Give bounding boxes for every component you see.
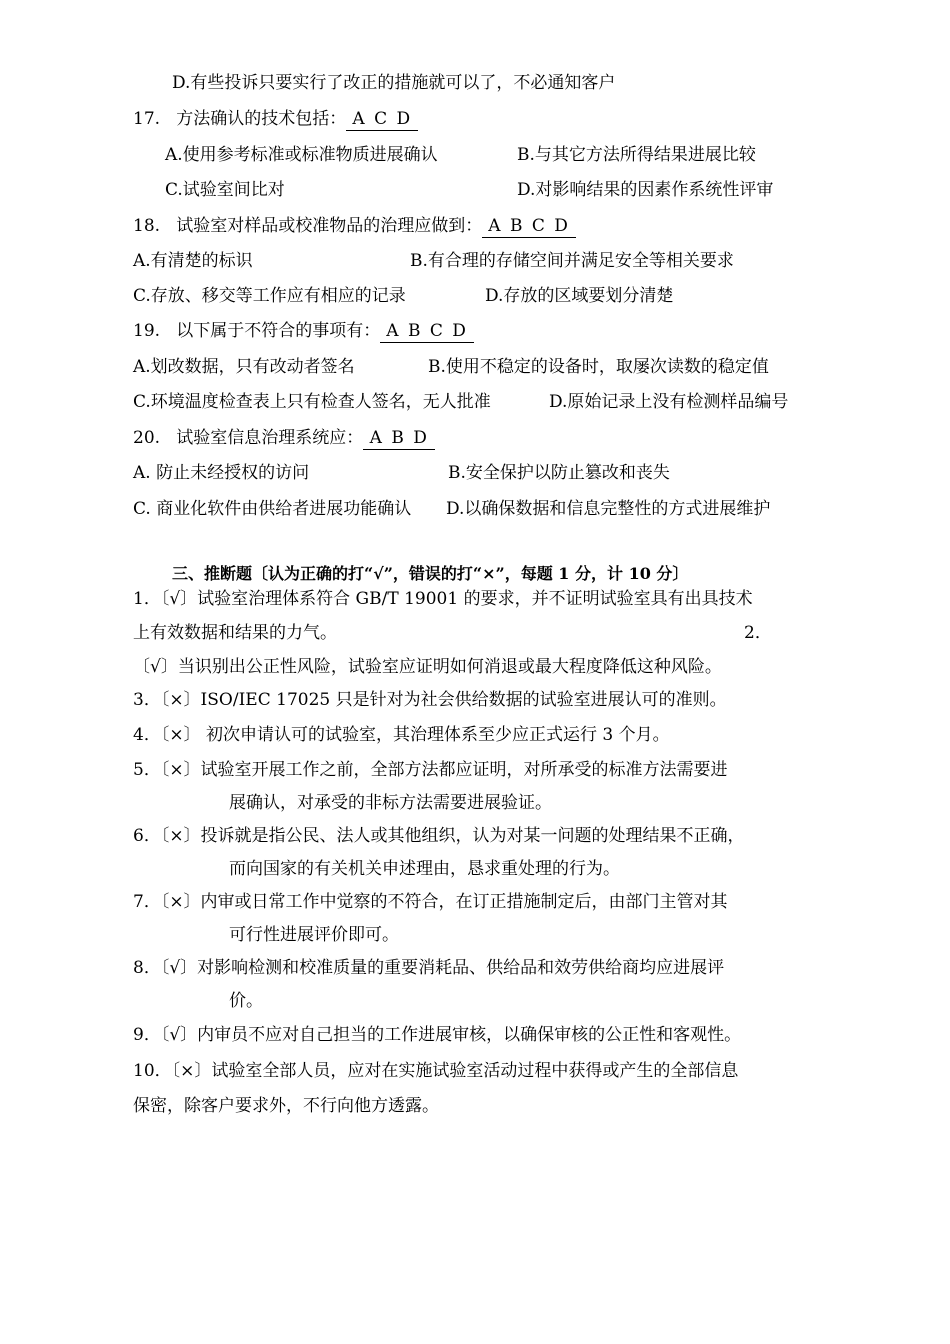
answer-blank: A B C D — [482, 215, 576, 238]
q18-option-b: B.有合理的存储空间并满足安全等相关要求 — [410, 251, 734, 271]
tf-item-9: 9．〔√〕内审员不应对自己担当的工作进展审核，以确保审核的公正性和客观性。 — [133, 1025, 742, 1045]
question-19 — [133, 320, 474, 343]
q17-option-d: D.对影响结果的因素作系统性评审 — [517, 180, 774, 200]
tf-item-6: 6．〔×〕投诉就是指公民、法人或其他组织，认为对某一问题的处理结果不正确， — [133, 826, 745, 846]
question-number: 17. — [133, 109, 161, 129]
q19-option-a: A.划改数据，只有改动者签名 — [133, 357, 355, 377]
tf-item-4: 4．〔×〕 初次申请认可的试验室，其治理体系至少应正式运行 3 个月。 — [133, 725, 670, 745]
tf-item-5-cont: 展确认，对承受的非标方法需要进展验证。 — [229, 793, 552, 813]
q18-option-c: C.存放、移交等工作应有相应的记录 — [133, 286, 406, 306]
answer-blank: A C D — [346, 108, 418, 131]
q19-option-c: C.环境温度检查表上只有检查人签名，无人批准 — [133, 392, 491, 412]
q18-option-a: A.有清楚的标识 — [133, 251, 253, 271]
question-stem: 试验室信息治理系统应： — [176, 428, 364, 448]
tf-item-1-cont: 上有效数据和结果的力气。 — [133, 623, 337, 643]
question-stem: 试验室对样品或校准物品的治理应做到： — [176, 216, 483, 236]
q17-option-a: A.使用参考标准或标准物质进展确认 — [165, 145, 438, 165]
tf-item-1: 1．〔√〕试验室治理体系符合 GB/T 19001 的要求，并不证明试验室具有出具技术 — [133, 589, 753, 609]
tf-item-10-cont: 保密，除客户要求外，不行向他方透露。 — [133, 1096, 439, 1116]
question-17 — [133, 108, 418, 131]
q16-option-d: D.有些投诉只要实行了改正的措施就可以了，不必通知客户 — [172, 73, 616, 93]
question-stem: 以下属于不符合的事项有： — [176, 321, 381, 341]
question-number: 20. — [133, 428, 161, 448]
q20-option-b: B.安全保护以防止篡改和丧失 — [448, 463, 670, 483]
question-20 — [133, 427, 435, 450]
question-number: 19. — [133, 321, 161, 341]
tf-item-7: 7．〔×〕内审或日常工作中觉察的不符合，在订正措施制定后，由部门主管对其 — [133, 892, 728, 912]
answer-blank: A B C D — [380, 320, 474, 343]
tf-item-5: 5．〔×〕试验室开展工作之前，全部方法都应证明，对所承受的标准方法需要进 — [133, 760, 728, 780]
question-number: 18. — [133, 216, 161, 236]
question-stem: 方法确认的技术包括： — [176, 109, 347, 129]
question-18 — [133, 215, 576, 238]
tf-item-2-number: 2． — [744, 623, 772, 643]
q20-option-c: C. 商业化软件由供给者进展功能确认 — [133, 499, 412, 519]
q20-option-d: D.以确保数据和信息完整性的方式进展维护 — [446, 499, 771, 519]
q19-option-b: B.使用不稳定的设备时，取屡次读数的稳定值 — [428, 357, 769, 377]
q19-option-d: D.原始记录上没有检测样品编号 — [549, 392, 789, 412]
answer-blank: A B D — [363, 427, 435, 450]
tf-item-7-cont: 可行性进展评价即可。 — [229, 925, 399, 945]
tf-item-2: 〔√〕当识别出公正性风险，试验室应证明如何消退或最大程度降低这种风险。 — [133, 657, 722, 677]
tf-item-8-cont: 价。 — [229, 991, 263, 1011]
q17-option-c: C.试验室间比对 — [165, 180, 285, 200]
tf-item-8: 8．〔√〕对影响检测和校准质量的重要消耗品、供给品和效劳供给商均应进展评 — [133, 958, 725, 978]
tf-item-10: 10．〔×〕试验室全部人员，应对在实施试验室活动过程中获得或产生的全部信息 — [133, 1061, 739, 1081]
q18-option-d: D.存放的区域要划分清楚 — [485, 286, 674, 306]
q20-option-a: A. 防止未经授权的访问 — [133, 463, 310, 483]
q17-option-b: B.与其它方法所得结果进展比较 — [517, 145, 756, 165]
tf-item-3: 3．〔×〕ISO/IEC 17025 只是针对为社会供给数据的试验室进展认可的准则。 — [133, 690, 727, 710]
section-title: 三、推断题〔认为正确的打“√”，错误的打“×”，每题 1 分，计 10 分〕 — [172, 564, 689, 583]
tf-item-6-cont: 而向国家的有关机关申述理由，恳求重处理的行为。 — [229, 859, 620, 879]
